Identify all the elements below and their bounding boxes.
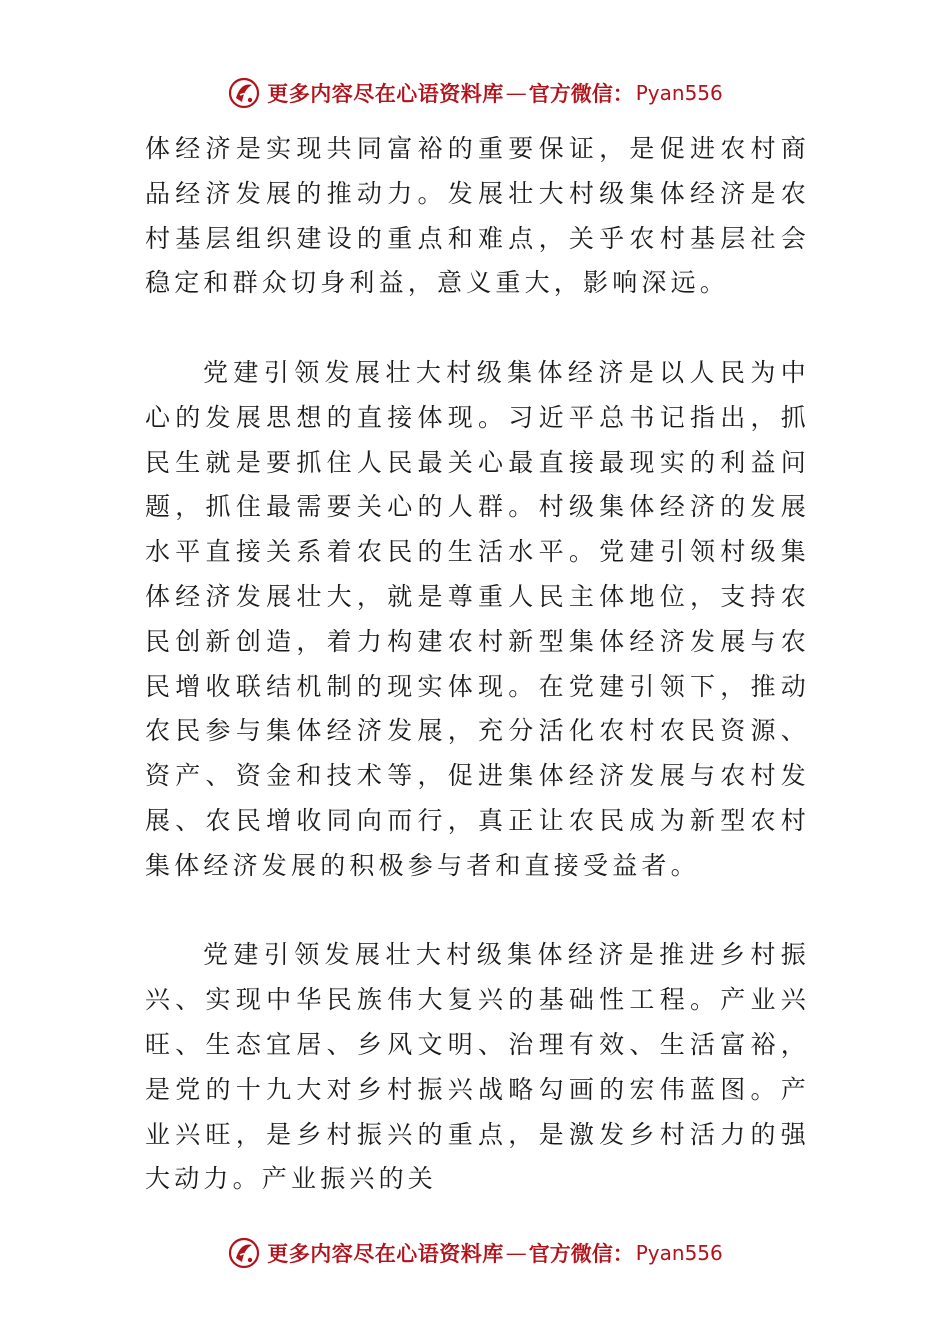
paragraph-spacer <box>145 306 810 351</box>
paragraph-1: 体经济是实现共同富裕的重要保证，是促进农村商品经济发展的推动力。发展壮大村级集体经济是农村基层组织建设的重点和难点，关乎农村基层社会稳定和群众切身利益，意义重大，影响深远。 <box>145 134 810 298</box>
header-wechat-id: Pyan556 <box>635 81 723 105</box>
header-separator: — <box>505 81 527 105</box>
paragraph-spacer <box>145 889 810 934</box>
footer-banner <box>0 1233 950 1273</box>
header-banner <box>0 73 950 113</box>
header-brand-text: 更多内容尽在心语资料库 <box>267 81 504 106</box>
brand-logo-icon <box>227 1236 261 1270</box>
footer-brand-text: 更多内容尽在心语资料库 <box>267 1241 504 1266</box>
header-wechat-label: 官方微信： <box>528 81 634 106</box>
footer-separator: — <box>505 1241 527 1265</box>
paragraph-3: 党建引领发展壮大村级集体经济是推进乡村振兴、实现中华民族伟大复兴的基础性工程。产业兴旺、生态宜居、乡风文明、治理有效、生活富裕，是党的十九大对乡村振兴战略勾画的宏伟蓝图。产业兴旺，是乡村振兴的重点，是激发乡村活力的强大动力。产业振兴的关 <box>145 940 810 1194</box>
document-body <box>145 127 810 1202</box>
footer-wechat-label: 官方微信： <box>528 1241 634 1266</box>
footer-wechat-id: Pyan556 <box>635 1241 723 1265</box>
paragraph-2: 党建引领发展壮大村级集体经济是以人民为中心的发展思想的直接体现。习近平总书记指出，抓民生就是要抓住人民最关心最直接最现实的利益问题，抓住最需要关心的人群。村级集体经济的发展水平直接关系着农民的生活水平。党建引领村级集体经济发展壮大，就是尊重人民主体地位，支持农民创新创造，着力构建农村新型集体经济发展与农民增收联结机制的现实体现。在党建引领下，推动农民参与集体经济发展，充分活化农村农民资源、资产、资金和技术等，促进集体经济发展与农村发展、农民增收同向而行，真正让农民成为新型农村集体经济发展的积极参与者和直接受益者。 <box>145 357 810 880</box>
brand-logo-icon <box>227 76 261 110</box>
